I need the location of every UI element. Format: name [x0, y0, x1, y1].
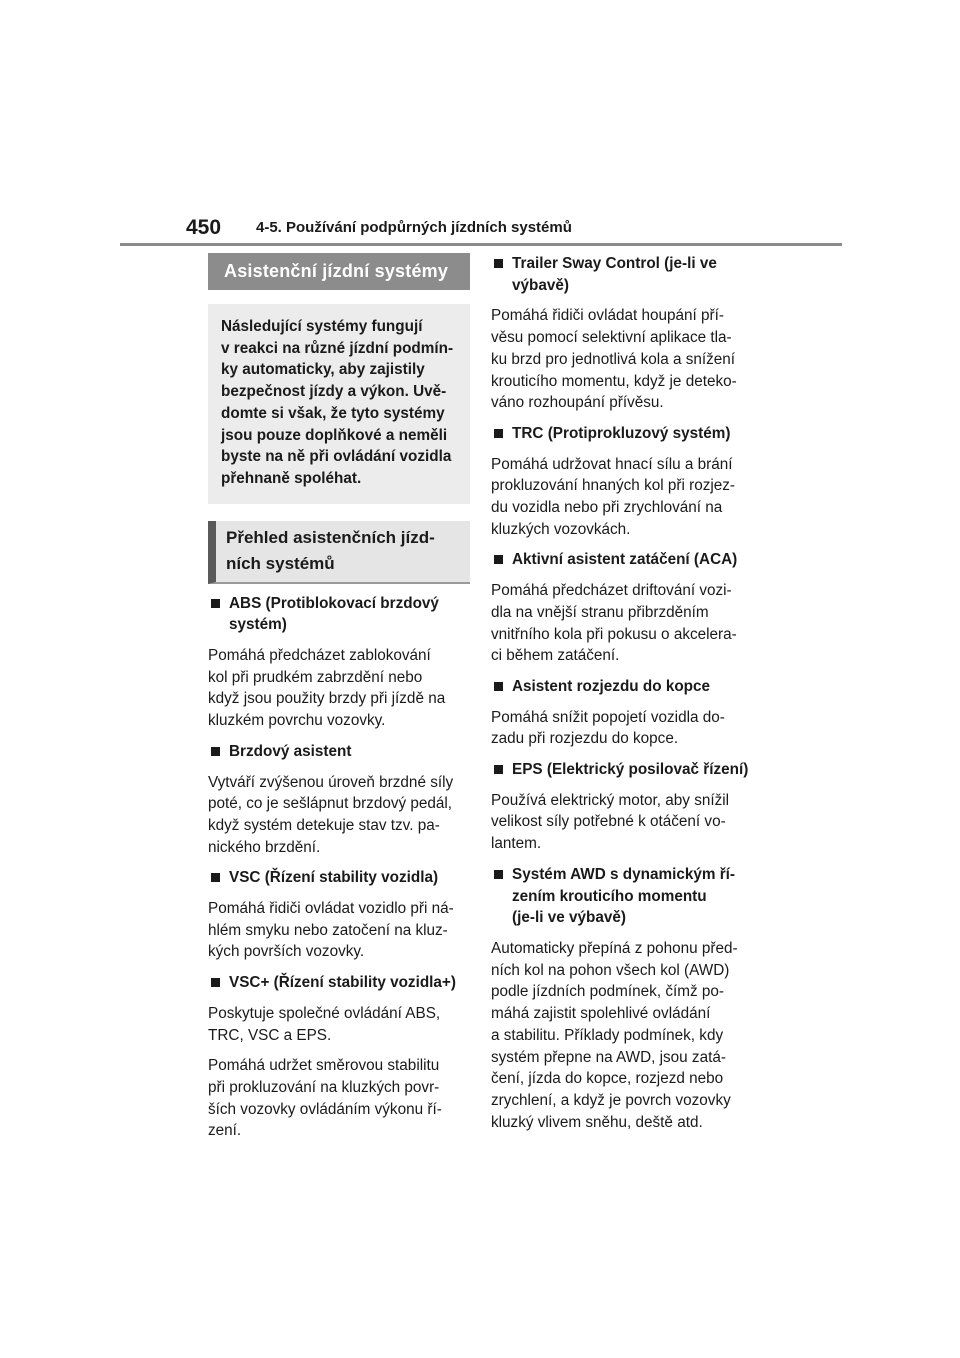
square-bullet-icon	[494, 682, 503, 691]
intro-line: bezpečnost jízdy a výkon. Uvě-	[221, 383, 447, 401]
item-title-line: ABS (Protiblokovací brzdový	[229, 594, 439, 612]
item-title-line: Aktivní asistent zatáčení (ACA)	[512, 551, 738, 569]
item-title	[491, 423, 755, 445]
page-header	[0, 0, 960, 250]
item-title-line: výbavě)	[512, 276, 569, 294]
subheading	[208, 521, 470, 584]
item-paragraph	[208, 645, 470, 732]
paragraph-line: du vozidla nebo při zrychlování na	[491, 499, 723, 517]
item-paragraph	[208, 1003, 470, 1046]
paragraph-line: máhá zajistit spolehlivé ovládání	[491, 1005, 711, 1023]
intro-box	[208, 304, 470, 504]
paragraph-line: ku brzd pro jednotlivá kola a snížení	[491, 350, 736, 368]
item-title-line: VSC (Řízení stability vozidla)	[229, 869, 439, 887]
paragraph-line: kluzkém povrchu vozovky.	[208, 712, 386, 730]
square-bullet-icon	[494, 429, 503, 438]
paragraph-line: Pomáhá udržovat hnací sílu a brání	[491, 455, 733, 473]
paragraph-line: kých površích vozovky.	[208, 943, 365, 961]
paragraph-line: kluzkých vozovkách.	[491, 520, 631, 538]
paragraph-line: věsu pomocí selektivní aplikace tla-	[491, 329, 732, 347]
item-paragraph	[491, 580, 755, 667]
item-title	[491, 253, 755, 296]
paragraph-line: zrychlení, a když je povrch vozovky	[491, 1091, 731, 1109]
square-bullet-icon	[211, 873, 220, 882]
item-paragraph	[491, 790, 755, 855]
paragraph-line: nického brzdění.	[208, 838, 321, 856]
item-title	[208, 867, 470, 889]
paragraph-line: lantem.	[491, 835, 542, 853]
paragraph-line: krouticího momentu, když je deteko-	[491, 372, 737, 390]
paragraph-line: Automaticky přepíná z pohonu před-	[491, 939, 738, 957]
item-title	[208, 741, 470, 763]
paragraph-line: váno rozhoupání přívěsu.	[491, 394, 664, 412]
paragraph-line: ších vozovky ovládáním výkonu ří-	[208, 1100, 442, 1118]
item-title	[491, 864, 755, 929]
item-title-line: Brzdový asistent	[229, 742, 352, 760]
item-paragraph	[208, 898, 470, 963]
item-paragraph	[491, 938, 755, 1133]
section-title: Asistenční jízdní systémy	[208, 253, 470, 290]
paragraph-line: když systém detekuje stav tzv. pa-	[208, 816, 440, 834]
paragraph-line: dla na vnější stranu přibrzděním	[491, 603, 709, 621]
item-title	[491, 549, 755, 571]
item-title	[208, 972, 470, 994]
item-title-line: Systém AWD s dynamickým ří-	[512, 865, 736, 883]
paragraph-line: ních kol na pohon všech kol (AWD)	[491, 961, 730, 979]
right-items	[491, 253, 755, 1133]
paragraph-line: prokluzování hnaných kol při rozjez-	[491, 477, 736, 495]
square-bullet-icon	[494, 555, 503, 564]
intro-line: v reakci na různé jízdní podmín-	[221, 339, 454, 357]
paragraph-line: kol při prudkém zabrzdění nebo	[208, 668, 423, 686]
item-paragraph	[208, 1055, 470, 1142]
paragraph-line: zadu při rozjezdu do kopce.	[491, 730, 679, 748]
paragraph-line: při prokluzování na kluzkých povr-	[208, 1078, 440, 1096]
item-paragraph	[491, 454, 755, 541]
paragraph-line: Pomáhá řidiči ovládat houpání pří-	[491, 307, 724, 325]
item-title-line: (je-li ve výbavě)	[512, 909, 626, 927]
square-bullet-icon	[211, 978, 220, 987]
item-title-line: TRC (Protiprokluzový systém)	[512, 424, 731, 442]
square-bullet-icon	[211, 747, 220, 756]
paragraph-line: TRC, VSC a EPS.	[208, 1026, 332, 1044]
item-paragraph	[491, 305, 755, 414]
paragraph-line: poté, co je sešlápnut brzdový pedál,	[208, 795, 453, 813]
item-title-line: Asistent rozjezdu do kopce	[512, 677, 711, 695]
left-column	[208, 253, 470, 1142]
intro-line: domte si však, že tyto systémy	[221, 404, 445, 422]
paragraph-line: systém přepne na AWD, jsou zatá-	[491, 1048, 726, 1066]
paragraph-line: Používá elektrický motor, aby snížil	[491, 791, 730, 809]
chapter-title: 4-5. Používání podpůrných jízdních systémů	[256, 219, 572, 236]
paragraph-line: Pomáhá snížit popojetí vozidla do-	[491, 708, 725, 726]
left-items	[208, 593, 470, 1142]
item-title	[491, 676, 755, 698]
paragraph-line: velikost síly potřebné k otáčení vo-	[491, 813, 726, 831]
item-title-line: systém)	[229, 616, 287, 634]
square-bullet-icon	[494, 765, 503, 774]
item-title	[491, 759, 755, 781]
square-bullet-icon	[494, 870, 503, 879]
paragraph-line: když jsou použity brzdy při jízdě na	[208, 690, 446, 708]
item-title	[208, 593, 470, 636]
paragraph-line: kluzký vlivem sněhu, deště atd.	[491, 1113, 703, 1131]
paragraph-line: Vytváří zvýšenou úroveň brzdné síly	[208, 773, 454, 791]
intro-line: přehnaně spoléhat.	[221, 469, 362, 487]
paragraph-line: ci během zatáčení.	[491, 647, 620, 665]
paragraph-line: Pomáhá udržet směrovou stabilitu	[208, 1057, 440, 1075]
paragraph-line: Poskytuje společné ovládání ABS,	[208, 1004, 441, 1022]
paragraph-line: zení.	[208, 1122, 242, 1140]
paragraph-line: hlém smyku nebo zatočení na kluz-	[208, 921, 448, 939]
paragraph-line: Pomáhá předcházet zablokování	[208, 647, 431, 665]
right-column	[491, 253, 755, 1133]
intro-line: ky automaticky, aby zajistily	[221, 361, 425, 379]
paragraph-line: Pomáhá řidiči ovládat vozidlo při ná-	[208, 900, 454, 918]
page-number: 450	[186, 216, 222, 239]
item-paragraph	[491, 707, 755, 750]
header-rule	[120, 243, 842, 246]
item-title-line: VSC+ (Řízení stability vozidla+)	[229, 974, 456, 992]
square-bullet-icon	[211, 599, 220, 608]
item-paragraph	[208, 772, 470, 859]
paragraph-line: Pomáhá předcházet driftování vozi-	[491, 582, 732, 600]
item-title-line: zením krouticího momentu	[512, 887, 707, 905]
item-title-line: EPS (Elektrický posilovač řízení)	[512, 761, 749, 779]
intro-line: Následující systémy fungují	[221, 318, 423, 335]
intro-line: byste na ně při ovládání vozidla	[221, 448, 452, 466]
item-title-line: Trailer Sway Control (je-li ve	[512, 255, 717, 272]
paragraph-line: podle jízdních podmínek, čímž po-	[491, 983, 724, 1001]
paragraph-line: a stabilitu. Příklady podmínek, kdy	[491, 1026, 724, 1044]
subheading-line: ních systémů	[226, 553, 335, 573]
paragraph-line: vnitřního kola při pokusu o akcelera-	[491, 625, 737, 643]
intro-line: jsou pouze doplňkové a neměli	[221, 426, 448, 444]
subheading-line: Přehled asistenčních jízd-	[226, 527, 435, 547]
square-bullet-icon	[494, 259, 503, 268]
paragraph-line: čení, jízda do kopce, rozjezd nebo	[491, 1070, 724, 1088]
